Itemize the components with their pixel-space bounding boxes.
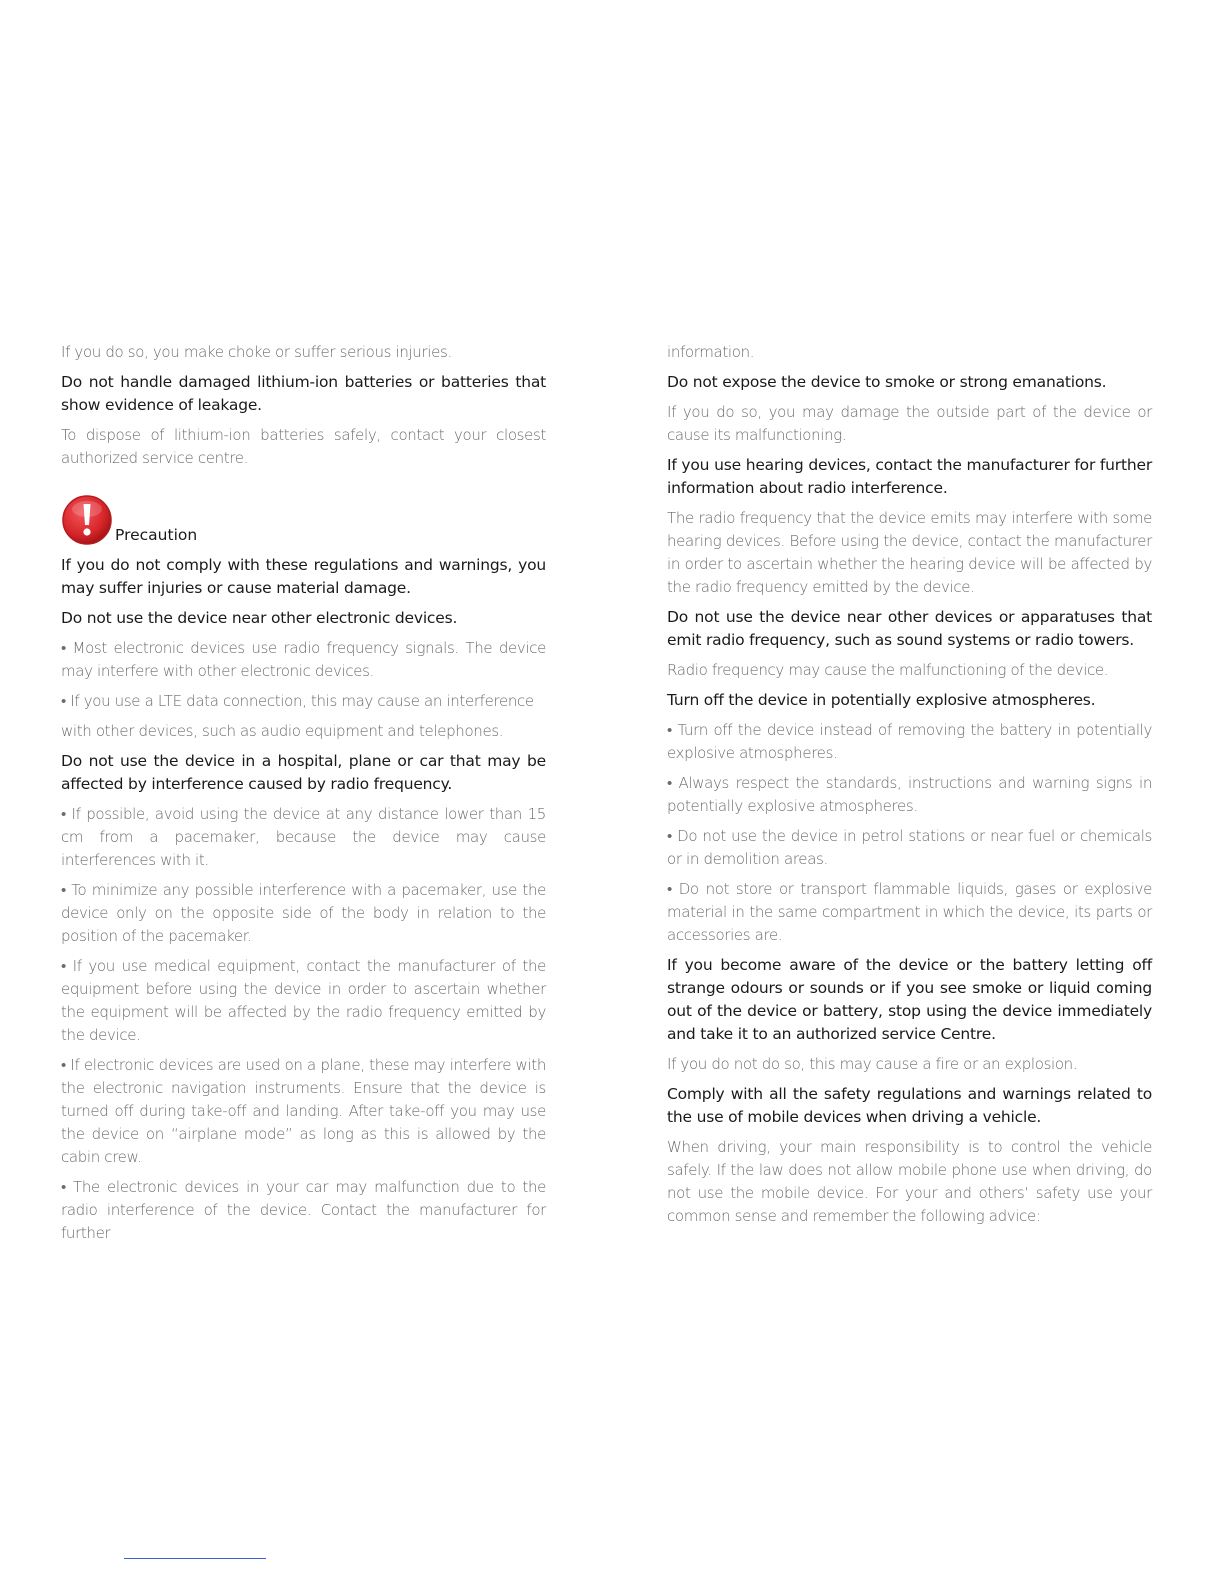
right-column <box>667 341 1152 1235</box>
right-h6: Comply with all the safety regulations and warnings related to the use of mobile devices when driving a vehicle. <box>667 1085 1152 1126</box>
left-b5: • If you use medical equipment, contact the manufacturer of the equipment before using the device in order to ascertain whether the equipment will be affected by the radio frequency emitted by the device. <box>61 957 546 1044</box>
left-p1: If you do so, you make choke or suffer serious injuries. <box>61 343 452 361</box>
left-b1: • Most electronic devices use radio frequency signals. The device may interfere with other electronic devices. <box>61 639 546 680</box>
right-h4: Turn off the device in potentially explosive atmospheres. <box>667 691 1096 709</box>
left-column <box>61 341 546 1252</box>
left-h4: Do not use the device in a hospital, plane or car that may be affected by interference caused by radio frequency. <box>61 752 546 793</box>
right-h1: Do not expose the device to smoke or strong emanations. <box>667 373 1107 391</box>
left-b6: • If electronic devices are used on a plane, these may interfere with the electronic navigation instruments. Ensure that the device is turned off during take-off and landing. After take-off you may use the device on “airplane mode” as long as this is allowed by the cabin crew. <box>61 1056 546 1166</box>
left-h1: Do not handle damaged lithium-ion batteries or batteries that show evidence of leakage. <box>61 373 546 414</box>
right-h3: Do not use the device near other devices or apparatuses that emit radio frequency, such as sound systems or radio towers. <box>667 608 1152 649</box>
exclamation-circle-icon <box>61 494 113 546</box>
right-p4: Radio frequency may cause the malfunctioning of the device. <box>667 661 1109 679</box>
right-b2: • Always respect the standards, instructions and warning signs in potentially explosive atmospheres. <box>667 774 1152 815</box>
right-h5: If you become aware of the device or the battery letting off strange odours or sounds or if you see smoke or liquid coming out of the device or battery, stop using the device immediately and take it to an authorized service Centre. <box>667 956 1152 1043</box>
left-h2: If you do not comply with these regulations and warnings, you may suffer injuries or cause material damage. <box>61 556 546 597</box>
right-h2: If you use hearing devices, contact the manufacturer for further information about radio interference. <box>667 456 1152 497</box>
left-p2: To dispose of lithium-ion batteries safely, contact your closest authorized service centre. <box>61 426 546 467</box>
right-b3: • Do not use the device in petrol stations or near fuel or chemicals or in demolition areas. <box>667 827 1152 868</box>
right-p3: The radio frequency that the device emits may interfere with some hearing devices. Before using the device, contact the manufacturer in order to ascertain whether the hearing device will be affected by the radio frequency emitted by the device. <box>667 509 1152 596</box>
left-b7: • The electronic devices in your car may malfunction due to the radio interference of the device. Contact the manufacturer for further <box>61 1178 546 1242</box>
left-b4: • To minimize any possible interference with a pacemaker, use the device only on the opposite side of the body in relation to the position of the pacemaker. <box>61 881 546 945</box>
left-h3: Do not use the device near other electronic devices. <box>61 609 458 627</box>
right-p2: If you do so, you may damage the outside part of the device or cause its malfunctioning. <box>667 403 1152 444</box>
right-b1: • Turn off the device instead of removing the battery in potentially explosive atmospheres. <box>667 721 1152 762</box>
precaution-header <box>61 494 546 546</box>
footer-rule <box>124 1558 266 1559</box>
precaution-label: Precaution <box>115 526 198 544</box>
right-b4: • Do not store or transport flammable liquids, gases or explosive material in the same compartment in which the device, its parts or accessories are. <box>667 880 1152 944</box>
right-p5: If you do not do so, this may cause a fire or an explosion. <box>667 1055 1078 1073</box>
left-b2b: with other devices, such as audio equipment and telephones. <box>61 722 504 740</box>
left-b2a: • If you use a LTE data connection, this may cause an interference <box>61 692 534 710</box>
right-p1: information. <box>667 343 755 361</box>
right-p6: When driving, your main responsibility is to control the vehicle safely. If the law does not allow mobile phone use when driving, do not use the mobile device. For your and others’ safety use your common sense and remember the following advice: <box>667 1138 1152 1225</box>
left-b3: • If possible, avoid using the device at any distance lower than 15 cm from a pacemaker, because the device may cause interferences with it. <box>61 805 546 869</box>
